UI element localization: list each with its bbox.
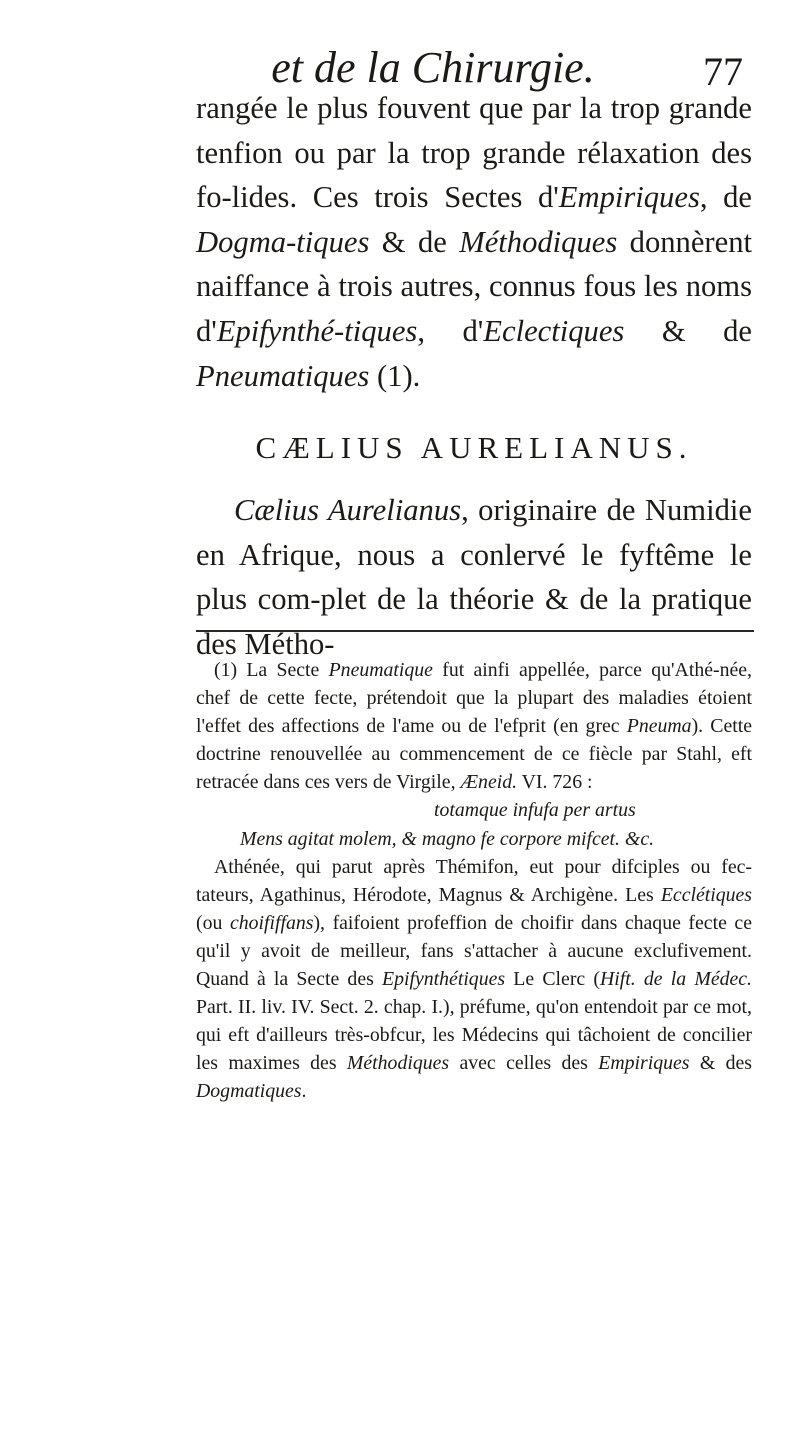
running-title: et de la Chirurgie. [271,43,595,92]
page-number: 77 [703,49,743,94]
text-run: & de [369,224,460,259]
italic-run: Epifynthétiques [382,968,506,991]
footnote-1 [196,656,752,796]
verse-line-2: Mens agitat molem, & magno fe corpore mifcet. &c. [240,827,655,850]
paragraph-2 [196,488,752,666]
text-run: ). Cette doctrine renouvellée au commencement de ce fiècle par Stahl, eft retracée dans ces vers de Virgile, [196,715,752,794]
text-run: , originaire de Numidie en Afrique, nous a conlervé le fyftême le plus com-plet de la théorie & de la pratique des Métho- [196,493,752,661]
italic-run: Pneumatiques [196,358,370,393]
verse-line-1: totamque infufa per artus [434,799,636,822]
text-run: (1). [369,358,421,393]
text-run: (ou [196,911,230,934]
text-run: VI. 726 : [517,771,593,794]
italic-run: Dogma-tiques [196,224,370,259]
main-text [196,86,752,667]
text-run: Part. II. liv. IV. Sect. 2. chap. I.), préfume, qu'on entendoit par ce mot, qui eft d'ailleurs très-obfcur, les Médecins qui tâchoient de concilier les maximes des [196,996,752,1075]
italic-run: Hift. de la Médec. [599,968,753,991]
text-run: Athénée, qui parut après Thémifon, eut pour difciples ou fec-tateurs, Agathinus, Hérodote, Magnus & Archigène. Les [196,855,752,906]
italic-run: Méthodiques [459,224,618,259]
italic-run: Empiriques [558,180,700,215]
italic-run: Pneumatique [328,659,433,681]
paragraph-1 [196,86,752,398]
text-run: & de [624,313,752,348]
text-run: , de [699,180,752,215]
italic-run: Dogmatiques [196,1080,302,1103]
section-heading: CÆLIUS AURELIANUS. [255,430,693,466]
footnote-rule [196,630,754,632]
footnotes [196,656,752,1106]
text-run: ), faifoient profeffion de choifir dans chaque fecte ce qu'il y avoit de meilleur, fans s'attacher à aucune exclufivement. Quand à la Secte des [196,911,752,991]
text-run: & des [689,1052,752,1075]
text-run: fut ainfi appellée, parce qu'Athé-née, chef de cette fecte, prétendoit que la plupart des maladies étoient l'effet des affections de l'ame ou de l'efprit (en grec [196,659,752,738]
text-run: rangée le plus fouvent que par la trop grande tenfion ou par la trop grande rélaxation des fo-lides. Ces trois Sectes d' [196,91,752,215]
italic-run: Pneuma [626,715,692,738]
text-run: . [301,1080,307,1103]
italic-run: choififfans [229,911,314,934]
italic-run: Æneid. [460,771,518,794]
italic-run: Ecclétiques [660,883,752,906]
italic-run: Cælius Aurelianus [234,493,462,528]
text-run: (1) La Secte [214,659,329,681]
text-run: avec celles des [449,1052,599,1075]
italic-run: Epifynthé-tiques [216,313,418,348]
italic-run: Eclectiques [483,313,625,348]
footnote-continuation [196,853,752,1106]
text-run: , d' [417,313,484,348]
italic-run: Empiriques [598,1052,690,1075]
text-run: donnèrent naiffance à trois autres, connus fous les noms d' [196,224,752,348]
text-run: Le Clerc ( [505,968,600,991]
italic-run: Méthodiques [346,1052,450,1075]
